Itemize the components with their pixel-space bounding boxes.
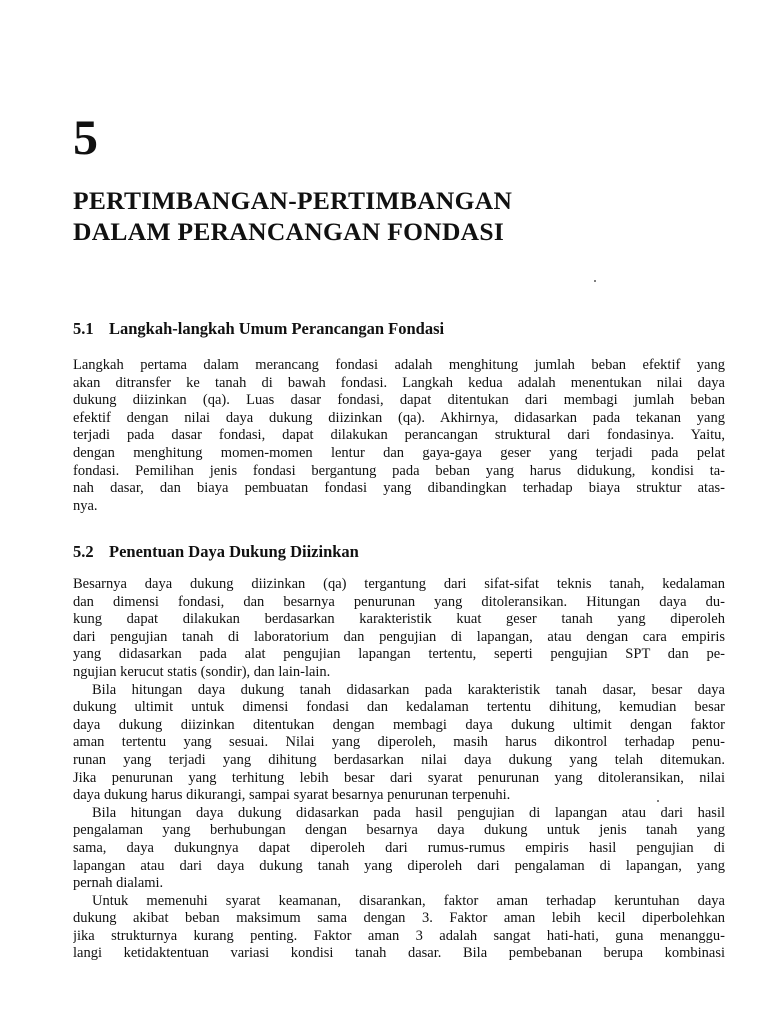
text-line: aman tertentu yang sesuai. Nilai yang diperoleh, masih harus dikontrol terhadap penu- xyxy=(73,734,725,751)
chapter-number: 5 xyxy=(73,109,98,165)
section-number: 5.2 xyxy=(73,542,94,561)
chapter-title-line: DALAM PERANCANGAN FONDASI xyxy=(73,217,505,246)
chapter-title-line: PERTIMBANGAN-PERTIMBANGAN xyxy=(73,186,513,215)
text-line: akan ditransfer ke tanah di bawah fondasi. Langkah kedua adalah menentukan nilai daya xyxy=(73,374,725,391)
text-line: dari pengujian tanah di laboratorium dan pengujian di lapangan, atau dengan cara empiris xyxy=(73,628,725,645)
text-line: Besarnya daya dukung diizinkan (qa) tergantung dari sifat-sifat teknis tanah, kedalaman xyxy=(73,576,725,592)
print-speck xyxy=(657,800,659,802)
text-line: ngujian kerucut statis (sondir), dan lain-lain. xyxy=(73,663,331,680)
paragraph xyxy=(73,357,725,515)
text-line: yang didasarkan pada alat pengujian lapangan tertentu, seperti pengujian SPT dan pe- xyxy=(73,646,725,663)
text-line: Jika penurunan yang terhitung lebih besar dari syarat penurunan yang ditoleransikan, nilai xyxy=(73,769,725,786)
paragraph xyxy=(73,682,725,805)
paragraph xyxy=(73,805,725,893)
text-line: dukung diizinkan (qa). Luas dasar fondasi, dapat ditentukan dari membagi jumlah beban xyxy=(73,392,725,409)
print-speck xyxy=(594,280,596,282)
text-line: sama, daya dukungnya dapat diperoleh dari rumus-rumus empiris hasil pengujian di xyxy=(73,839,725,856)
section-title: Penentuan Daya Dukung Diizinkan xyxy=(109,542,359,561)
text-line: nya. xyxy=(73,497,98,514)
chapter-title xyxy=(73,185,713,247)
section-heading xyxy=(73,319,444,339)
text-line: jika strukturnya kurang penting. Faktor aman 3 adalah sangat hati-hati, guna menanggu- xyxy=(73,927,725,944)
text-line: terjadi pada dasar fondasi, dapat dilakukan perancangan struktural dari fondasinya. Yaitu, xyxy=(73,427,725,444)
text-line: langi ketidaktentuan variasi kondisi tanah dasar. Bila pembebanan berupa kombinasi xyxy=(73,945,725,962)
text-line: daya dukung harus dikurangi, sampai syarat besarnya penurunan terpenuhi. xyxy=(73,787,511,804)
text-line: dan dimensi fondasi, dan besarnya penurunan yang ditoleransikan. Hitungan daya du- xyxy=(73,593,725,610)
text-line: efektif dengan nilai daya dukung diizinkan (qa). Akhirnya, didasarkan pada tekanan yang xyxy=(73,409,725,426)
text-line: dukung ultimit untuk dimensi fondasi dan kedalaman tertentu dihitung, kemudian besar xyxy=(73,699,725,716)
text-line: Untuk memenuhi syarat keamanan, disarankan, faktor aman terhadap keruntuhan daya xyxy=(92,892,725,909)
text-line: nah dasar, dan biaya pembuatan fondasi yang dibandingkan terhadap biaya struktur atas- xyxy=(73,480,725,497)
text-line: pernah dialami. xyxy=(73,875,164,892)
text-line: Bila hitungan daya dukung didasarkan pada hasil pengujian di lapangan atau dari hasil xyxy=(92,804,725,821)
text-line: lapangan atau dari daya dukung tanah yang diperoleh dari pengalaman di lapangan, yang xyxy=(73,857,725,874)
section-number: 5.1 xyxy=(73,319,94,338)
text-line: fondasi. Pemilihan jenis fondasi bergantung pada beban yang harus didukung, kondisi ta- xyxy=(73,462,725,479)
text-line: Langkah pertama dalam merancang fondasi adalah menghitung jumlah beban efektif yang xyxy=(73,357,725,373)
section-heading xyxy=(73,542,359,562)
text-line: pengalaman yang berhubungan dengan besarnya daya dukung untuk jenis tanah yang xyxy=(73,822,725,839)
text-line: dukung akibat beban maksimum sama dengan 3. Faktor aman lebih kecil diperbolehkan xyxy=(73,910,725,927)
text-line: runan yang terjadi yang dihitung berdasarkan nilai daya dukung yang telah ditemukan. xyxy=(73,751,725,768)
text-line: dengan menghitung momen-momen lentur dan gaya-gaya geser yang terjadi pada pelat xyxy=(73,444,725,461)
paragraph xyxy=(73,893,725,963)
section-body xyxy=(73,576,725,963)
text-line: Bila hitungan daya dukung tanah didasarkan pada karakteristik tanah dasar, besar daya xyxy=(92,681,725,698)
text-line: kung dapat dilakukan berdasarkan karakteristik kuat geser tanah yang diperoleh xyxy=(73,611,725,628)
text-line: daya dukung diizinkan ditentukan dengan membagi daya dukung ultimit dengan faktor xyxy=(73,716,725,733)
section-title: Langkah-langkah Umum Perancangan Fondasi xyxy=(109,319,445,338)
section-body xyxy=(73,357,725,515)
paragraph xyxy=(73,576,725,682)
